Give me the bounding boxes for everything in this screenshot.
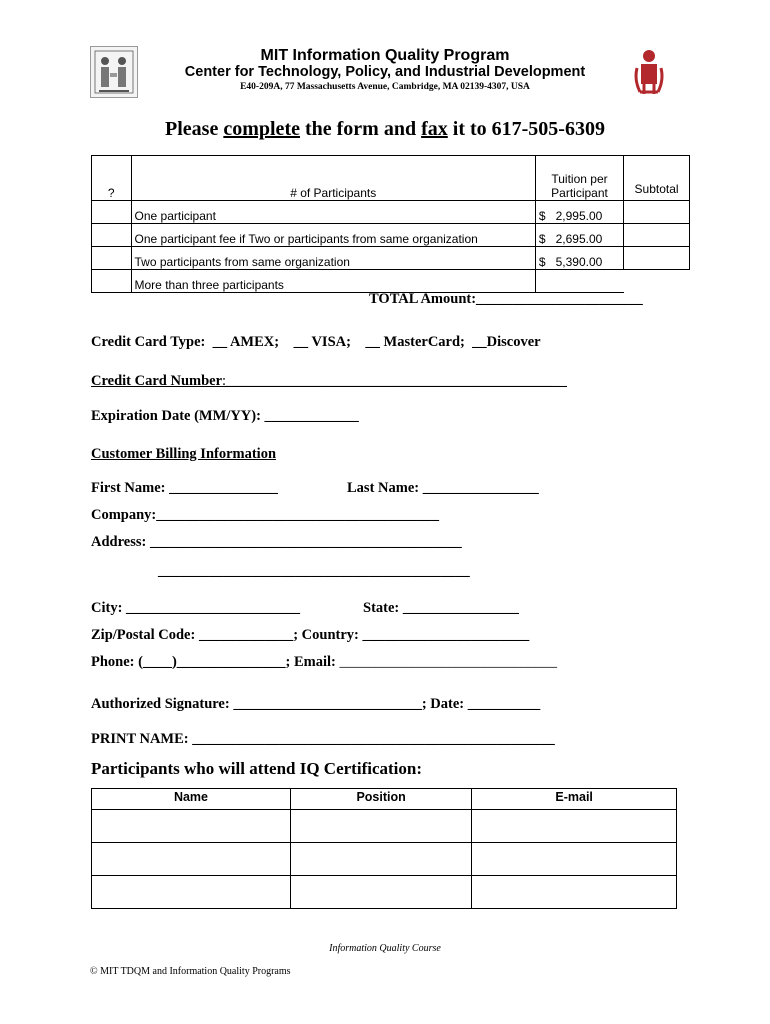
phone-email-field[interactable]: Phone: (____)_______________; Email: ______________________________ <box>91 654 557 670</box>
table-row <box>92 876 677 909</box>
footer-copyright: © MIT TDQM and Information Quality Programs <box>90 966 291 977</box>
table-row <box>92 810 677 843</box>
participants-table <box>91 788 677 909</box>
fee-row-label: One participant fee if Two or participants from same organization <box>131 224 535 247</box>
participant-position-cell[interactable] <box>290 843 471 876</box>
subtotal-cell[interactable] <box>624 224 690 247</box>
email-column-header: E-mail <box>472 789 677 810</box>
tuition-column-header: Tuition per Participant <box>535 156 623 201</box>
select-column-header: ? <box>92 156 132 201</box>
credit-card-type[interactable]: Credit Card Type: __ AMEX; __ VISA; __ MasterCard; __Discover <box>91 334 541 350</box>
first-name-field[interactable]: First Name: _______________ <box>91 480 278 496</box>
print-name-field[interactable]: PRINT NAME: __________________________________________________ <box>91 731 555 747</box>
select-cell[interactable] <box>92 247 132 270</box>
subtotal-cell[interactable] <box>624 247 690 270</box>
fee-row-price: $ 2,695.00 <box>535 224 623 247</box>
select-cell[interactable] <box>92 201 132 224</box>
footer-course: Information Quality Course <box>329 943 441 954</box>
participants-column-header: # of Participants <box>131 156 535 201</box>
subtotal-cell[interactable] <box>624 270 690 293</box>
participants-heading: Participants who will attend IQ Certification: <box>91 759 422 778</box>
org-address: E40-209A, 77 Massachusetts Avenue, Cambridge, MA 02139-4307, USA <box>240 82 530 92</box>
last-name-field[interactable]: Last Name: ________________ <box>347 480 539 496</box>
participant-name-cell[interactable] <box>92 843 291 876</box>
fee-row <box>92 247 690 270</box>
participant-email-cell[interactable] <box>472 843 677 876</box>
participant-name-cell[interactable] <box>92 876 291 909</box>
select-cell[interactable] <box>92 224 132 247</box>
address-line2-field[interactable]: ___________________________________________ <box>158 563 470 579</box>
position-column-header: Position <box>290 789 471 810</box>
fee-row-label: One participant <box>131 201 535 224</box>
fee-row-price <box>535 270 623 293</box>
fee-row-label: Two participants from same organization <box>131 247 535 270</box>
fee-row-price: $ 5,390.00 <box>535 247 623 270</box>
participant-email-cell[interactable] <box>472 876 677 909</box>
fee-row <box>92 270 690 293</box>
fee-row <box>92 224 690 247</box>
select-cell[interactable] <box>92 270 132 293</box>
expiration-date[interactable]: Expiration Date (MM/YY): _____________ <box>91 408 359 424</box>
total-amount[interactable]: TOTAL Amount:_______________________ <box>369 291 643 307</box>
iq-figure-icon <box>632 48 666 96</box>
org-name: MIT Information Quality Program <box>260 47 510 64</box>
participant-name-cell[interactable] <box>92 810 291 843</box>
zip-country-field[interactable]: Zip/Postal Code: _____________; Country: _______________________ <box>91 627 530 643</box>
name-column-header: Name <box>92 789 291 810</box>
state-field[interactable]: State: ________________ <box>363 600 519 616</box>
fee-table-header <box>92 156 690 201</box>
iq-logo <box>632 48 666 96</box>
city-field[interactable]: City: ________________________ <box>91 600 301 616</box>
credit-card-number[interactable]: Credit Card Number:_______________________________________________ <box>91 373 567 389</box>
fee-row-label: More than three participants <box>131 270 535 293</box>
signature-date-field[interactable]: Authorized Signature: __________________________; Date: __________ <box>91 696 541 712</box>
fee-table <box>91 155 690 293</box>
address-field[interactable]: Address: ___________________________________________ <box>91 534 462 550</box>
participant-email-cell[interactable] <box>472 810 677 843</box>
fee-row-price: $ 2,995.00 <box>535 201 623 224</box>
participant-position-cell[interactable] <box>290 876 471 909</box>
participant-position-cell[interactable] <box>290 810 471 843</box>
company-field[interactable]: Company:_______________________________________ <box>91 507 440 523</box>
fee-row <box>92 201 690 224</box>
subtotal-cell[interactable] <box>624 201 690 224</box>
table-row <box>92 843 677 876</box>
form-title: Please complete the form and fax it to 617-505-6309 <box>165 118 605 140</box>
participants-table-header <box>92 789 677 810</box>
billing-heading: Customer Billing Information <box>91 446 277 462</box>
center-name: Center for Technology, Policy, and Industrial Development <box>184 64 586 80</box>
subtotal-column-header: Subtotal <box>624 156 690 201</box>
